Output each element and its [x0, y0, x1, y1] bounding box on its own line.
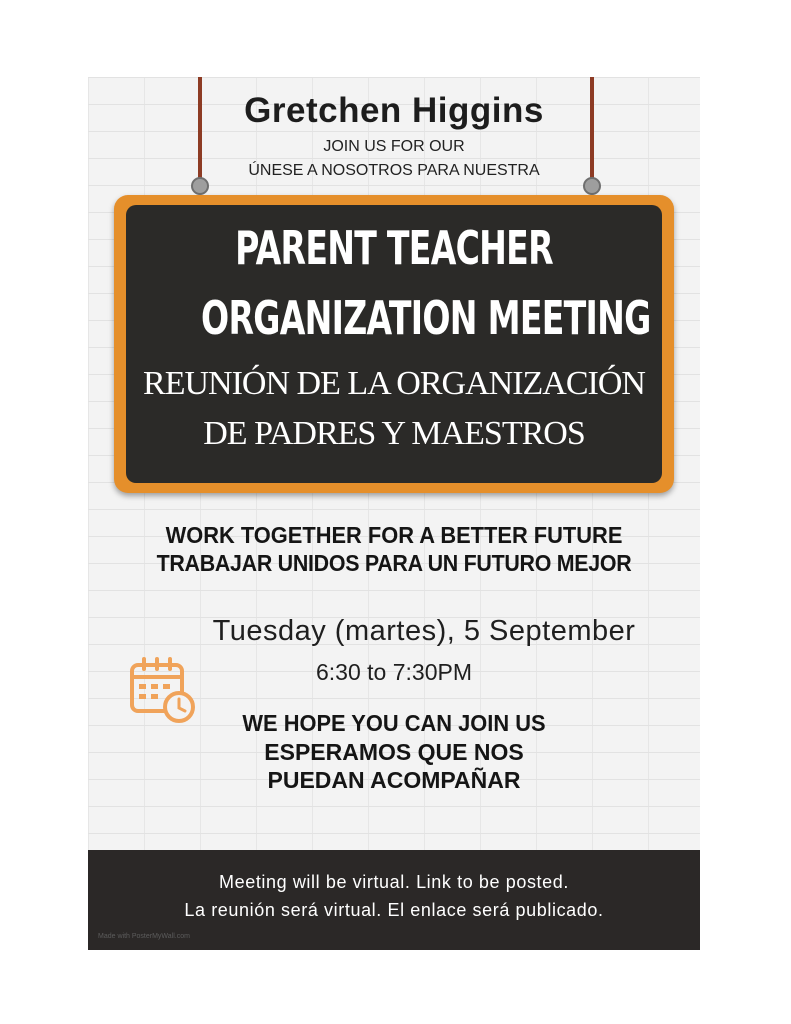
watermark: Made with PosterMyWall.com [98, 933, 190, 940]
tagline-spanish: TRABAJAR UNIDOS PARA UN FUTURO MEJOR [156, 550, 632, 576]
chalkboard [126, 205, 662, 483]
event-time: 6:30 to 7:30PM [316, 659, 472, 685]
event-date: Tuesday (martes), 5 September [212, 615, 636, 647]
flyer [88, 77, 700, 950]
tagline-english: WORK TOGETHER FOR A BETTER FUTURE [165, 522, 623, 548]
hope-spanish-line1: ESPERAMOS QUE NOS [264, 739, 524, 765]
join-us-english: JOIN US FOR OUR [323, 138, 465, 155]
hope-english: WE HOPE YOU CAN JOIN US [242, 710, 546, 736]
meeting-title-spanish-line2: DE PADRES Y MAESTROS [203, 415, 585, 452]
meeting-title-line2: ORGANIZATION MEETING [201, 291, 651, 345]
virtual-note-english: Meeting will be virtual. Link to be posted. [219, 872, 569, 892]
footer-bar [88, 850, 700, 950]
virtual-note-spanish: La reunión será virtual. El enlace será publicado. [184, 900, 604, 920]
chalkboard-frame [114, 195, 674, 493]
meeting-title-line1: PARENT TEACHER [235, 221, 553, 275]
meeting-title-spanish-line1: REUNIÓN DE LA ORGANIZACIÓN [143, 365, 645, 402]
host-name: Gretchen Higgins [244, 91, 544, 130]
hope-spanish-line2: PUEDAN ACOMPAÑAR [267, 767, 521, 793]
join-us-spanish: ÚNESE A NOSOTROS PARA NUESTRA [248, 162, 540, 179]
